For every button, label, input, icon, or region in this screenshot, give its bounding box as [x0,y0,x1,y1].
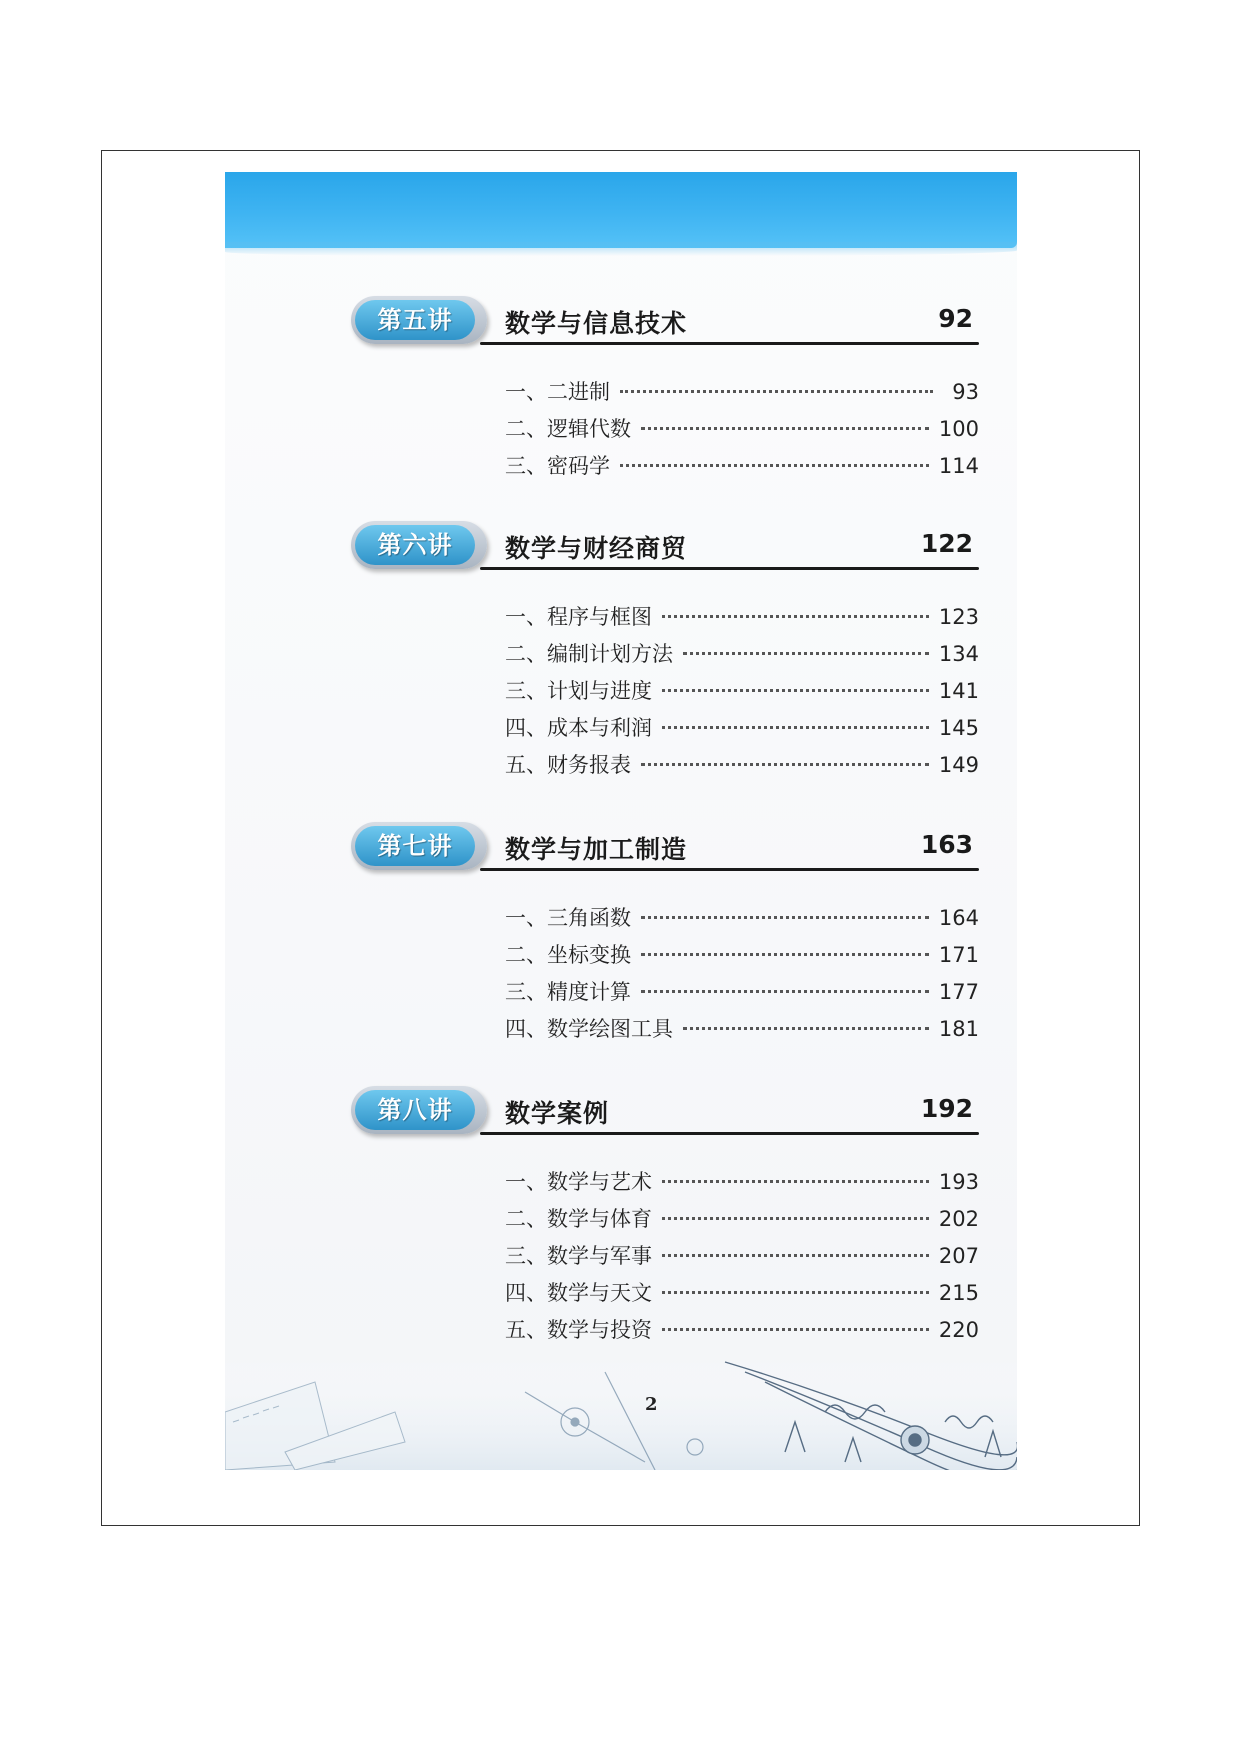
dot-leader [641,763,929,766]
toc-entry[interactable] [505,411,979,448]
toc-entry-page: 145 [938,716,979,740]
toc-entry[interactable] [505,900,979,937]
toc-entry-page: 93 [952,380,979,404]
toc-entry[interactable] [505,974,979,1011]
chapter-page-number: 122 [920,529,973,558]
chapter-6 [225,521,1017,784]
toc-entry[interactable] [505,673,979,710]
chapter-page-number: 92 [938,304,973,333]
toc-entry-page: 141 [938,679,979,703]
toc-entry-page: 181 [938,1017,979,1041]
chapter-badge-label: 第六讲 [355,525,475,565]
dot-leader [662,1328,929,1331]
toc-entry-label: 一、数学与艺术 [505,1170,652,1194]
page-folio: 2 [645,1394,658,1415]
chapter-page-number: 192 [920,1094,973,1123]
toc-entry-label: 二、数学与体育 [505,1207,652,1231]
dot-leader [683,652,929,655]
toc-entry-label: 四、成本与利润 [505,716,652,740]
toc-entry[interactable] [505,1275,979,1312]
toc-entry[interactable] [505,636,979,673]
toc-entry[interactable] [505,1238,979,1275]
dot-leader [641,990,929,993]
dot-leader [662,1254,929,1257]
toc-entry[interactable] [505,1011,979,1048]
chapter-5 [225,296,1017,485]
toc-entry-page: 114 [938,454,979,478]
toc-entry-label: 一、二进制 [505,380,610,404]
toc-entry-page: 207 [938,1244,979,1268]
toc-entry-page: 215 [938,1281,979,1305]
dot-leader [620,464,929,467]
toc-entry[interactable] [505,710,979,747]
header-banner [225,172,1017,248]
toc-entry-page: 193 [938,1170,979,1194]
dot-leader [641,953,929,956]
toc-entry-label: 二、逻辑代数 [505,417,631,441]
toc-entry-label: 二、坐标变换 [505,943,631,967]
toc-entry-page: 220 [938,1318,979,1342]
chapter-badge [351,1086,487,1134]
toc-entry-label: 三、数学与军事 [505,1244,652,1268]
toc-entry[interactable] [505,599,979,636]
toc-entry-page: 164 [938,906,979,930]
toc-entry[interactable] [505,937,979,974]
dot-leader [662,689,929,692]
dot-leader [662,1291,929,1294]
toc-entry-page: 123 [938,605,979,629]
book-page [225,172,1017,1470]
toc-entry[interactable] [505,374,979,411]
toc-entry-page: 171 [938,943,979,967]
dot-leader [662,1180,929,1183]
dot-leader [620,390,933,393]
dot-leader [662,726,929,729]
toc-entry-label: 四、数学绘图工具 [505,1017,673,1041]
dot-leader [662,1217,929,1220]
toc-entry[interactable] [505,747,979,784]
toc-entry-label: 一、三角函数 [505,906,631,930]
toc-entry-page: 202 [938,1207,979,1231]
chapter-page-number: 163 [920,830,973,859]
chapter-title[interactable]: 数学案例 [505,1099,610,1128]
dot-leader [641,916,929,919]
toc-entry-page: 134 [938,642,979,666]
toc-entry-label: 三、密码学 [505,454,610,478]
chapter-title[interactable]: 数学与财经商贸 [505,534,688,563]
chapter-rule [480,342,979,345]
decorative-ornament [225,1352,1017,1470]
toc-entry-page: 177 [938,980,979,1004]
chapter-rule [480,567,979,570]
toc-entry-label: 二、编制计划方法 [505,642,673,666]
chapter-title[interactable]: 数学与加工制造 [505,835,688,864]
chapter-title[interactable]: 数学与信息技术 [505,309,688,338]
toc-entry-label: 五、数学与投资 [505,1318,652,1342]
toc-entry-page: 100 [938,417,979,441]
dot-leader [641,427,929,430]
chapter-badge-label: 第八讲 [355,1090,475,1130]
toc-entry-label: 一、程序与框图 [505,605,652,629]
chapter-rule [480,1132,979,1135]
toc-entry[interactable] [505,1164,979,1201]
toc-entry-label: 三、计划与进度 [505,679,652,703]
toc-entry-label: 四、数学与天文 [505,1281,652,1305]
toc-entry[interactable] [505,1201,979,1238]
toc-entry-label: 三、精度计算 [505,980,631,1004]
toc-entry-page: 149 [938,753,979,777]
toc-entry[interactable] [505,448,979,485]
chapter-badge [351,822,487,870]
chapter-badge [351,521,487,569]
chapter-rule [480,868,979,871]
dot-leader [683,1027,929,1030]
chapter-7 [225,822,1017,1048]
chapter-badge-label: 第七讲 [355,826,475,866]
toc-entry-label: 五、财务报表 [505,753,631,777]
chapter-badge [351,296,487,344]
chapter-8 [225,1086,1017,1349]
chapter-badge-label: 第五讲 [355,300,475,340]
dot-leader [662,615,929,618]
toc-entry[interactable] [505,1312,979,1349]
